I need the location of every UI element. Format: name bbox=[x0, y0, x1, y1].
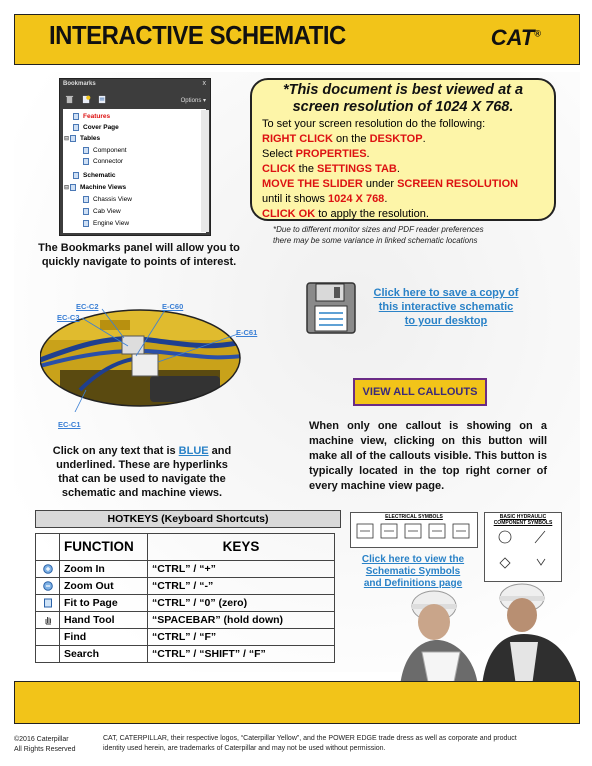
options-menu[interactable]: Options ▾ bbox=[180, 98, 206, 104]
hydraulic-symbols-thumbnail[interactable]: BASIC HYDRAULIC COMPONENT SYMBOLS bbox=[484, 512, 562, 582]
function-cell: Zoom In bbox=[60, 561, 148, 578]
resolution-step: CLICK OK to apply the resolution. bbox=[262, 208, 429, 220]
view-symbols-link[interactable]: Click here to view the Schematic Symbols and Definitions page bbox=[361, 554, 465, 589]
table-row bbox=[36, 612, 335, 629]
keys-header: KEYS bbox=[148, 534, 335, 561]
bookmarks-list bbox=[63, 109, 206, 233]
new-bookmark-icon[interactable] bbox=[82, 95, 91, 104]
keys-cell: “CTRL” / “-” bbox=[148, 578, 335, 595]
resolution-note: *Due to different monitor sizes and PDF reader preferences there may be some variance in linked schematic locations bbox=[273, 225, 484, 245]
function-cell: Fit to Page bbox=[60, 595, 148, 612]
bookmark-item[interactable]: Features bbox=[73, 112, 110, 121]
table-header-row bbox=[36, 534, 335, 561]
close-icon[interactable]: x bbox=[202, 80, 206, 87]
resolution-step: MOVE THE SLIDER under SCREEN RESOLUTION bbox=[262, 178, 519, 190]
table-row bbox=[36, 629, 335, 646]
function-cell: Search bbox=[60, 646, 148, 663]
function-cell: Hand Tool bbox=[60, 612, 148, 629]
keys-cell: “CTRL” / “F” bbox=[148, 629, 335, 646]
keys-cell: “SPACEBAR” (hold down) bbox=[148, 612, 335, 629]
resolution-heading: *This document is best viewed at a screen resolution of 1024 X 768. bbox=[282, 82, 524, 115]
fit-page-icon bbox=[43, 598, 53, 608]
floppy-disk-icon[interactable] bbox=[306, 282, 356, 334]
bookmark-item[interactable]: ⊟ Machine Views bbox=[64, 184, 127, 191]
bookmarks-panel bbox=[59, 78, 211, 236]
table-row bbox=[36, 578, 335, 595]
view-all-description: When only one callout is showing on a machine view, clicking on this button will make all of the callouts visible. This button is typically located in the top right corner of every machine view page. bbox=[309, 420, 547, 492]
resolution-step: Select PROPERTIES. bbox=[262, 148, 370, 160]
hotkeys-title: HOTKEYS (Keyboard Shortcuts) bbox=[35, 510, 341, 528]
save-copy-link[interactable]: Click here to save a copy of this interactive schematic to your desktop bbox=[373, 287, 519, 327]
view-all-callouts-button[interactable]: VIEW ALL CALLOUTS bbox=[353, 378, 487, 406]
page-title: INTERACTIVE SCHEMATIC bbox=[49, 20, 346, 50]
resolution-intro: To set your screen resolution do the following: bbox=[262, 118, 486, 130]
keys-cell: “CTRL” / “0” (zero) bbox=[148, 595, 335, 612]
header-banner bbox=[14, 14, 580, 65]
bookmarks-scrollbar[interactable] bbox=[201, 110, 209, 232]
hydraulic-symbols-graphic bbox=[489, 529, 559, 579]
function-cell: Find bbox=[60, 629, 148, 646]
bookmark-item[interactable]: Cab View bbox=[83, 207, 121, 216]
callout-link[interactable]: EC-C2 bbox=[76, 302, 99, 311]
hotkeys-table bbox=[35, 533, 335, 663]
callout-link[interactable]: E-C60 bbox=[162, 302, 184, 311]
table-row bbox=[36, 646, 335, 663]
legal-notice: CAT, CATERPILLAR, their respective logos, “Caterpillar Yellow”, and the POWER EDGE trade dress as well as corporate and product identity used herein, are trademarks of Caterpillar and may not be used without permission. bbox=[103, 735, 517, 752]
function-header: FUNCTION bbox=[60, 534, 148, 561]
zoom-in-icon bbox=[43, 564, 53, 574]
callout-link[interactable]: EC-C3 bbox=[57, 313, 80, 322]
hand-icon bbox=[43, 615, 53, 625]
bookmark-item[interactable]: Engine View bbox=[83, 219, 129, 228]
electrical-symbols-graphic bbox=[355, 522, 473, 546]
bookmark-item[interactable]: Schematic bbox=[73, 171, 116, 180]
copyright: ©2016 Caterpillar All Rights Reserved bbox=[14, 736, 76, 753]
bookmark-item[interactable]: Cover Page bbox=[73, 123, 119, 132]
hyperlink-caption: Click on any text that is BLUE and underlined. These are hyperlinks that can be used to navigate the schematic and machine views. bbox=[52, 445, 232, 499]
table-row bbox=[36, 595, 335, 612]
blue-word: BLUE bbox=[178, 445, 209, 457]
bookmark-item[interactable]: Connector bbox=[83, 157, 123, 166]
resolution-step: CLICK the SETTINGS TAB. bbox=[262, 163, 400, 175]
keys-cell: “CTRL” / “SHIFT” / “F” bbox=[148, 646, 335, 663]
bookmark-item[interactable]: Chassis View bbox=[83, 195, 132, 204]
resolution-step: RIGHT CLICK on the DESKTOP. bbox=[262, 133, 426, 145]
bookmark-item[interactable]: ⊟ Tables bbox=[64, 135, 101, 142]
table-row bbox=[36, 561, 335, 578]
callout-link[interactable]: E-C61 bbox=[236, 328, 258, 337]
cat-logo-text: CAT bbox=[490, 25, 535, 50]
bookmark-item[interactable]: Component bbox=[83, 146, 127, 155]
workers-photo bbox=[382, 582, 580, 686]
cat-logo-mark: ® bbox=[534, 28, 541, 39]
trash-icon[interactable] bbox=[65, 95, 74, 104]
callout-link[interactable]: EC-C1 bbox=[58, 420, 81, 429]
cat-logo bbox=[491, 25, 541, 51]
bookmarks-caption: The Bookmarks panel will allow you to quickly navigate to points of interest. bbox=[38, 242, 240, 268]
footer-banner bbox=[14, 681, 580, 724]
bookmarks-panel-title: Bookmarks bbox=[63, 81, 96, 87]
resolution-info-box bbox=[250, 78, 556, 221]
resolution-step: until it shows 1024 X 768. bbox=[262, 193, 388, 205]
zoom-out-icon bbox=[43, 581, 53, 591]
keys-cell: “CTRL” / “+” bbox=[148, 561, 335, 578]
bookmark-options-icon[interactable] bbox=[98, 95, 107, 104]
electrical-symbols-thumbnail[interactable]: ELECTRICAL SYMBOLS bbox=[350, 512, 478, 548]
function-cell: Zoom Out bbox=[60, 578, 148, 595]
